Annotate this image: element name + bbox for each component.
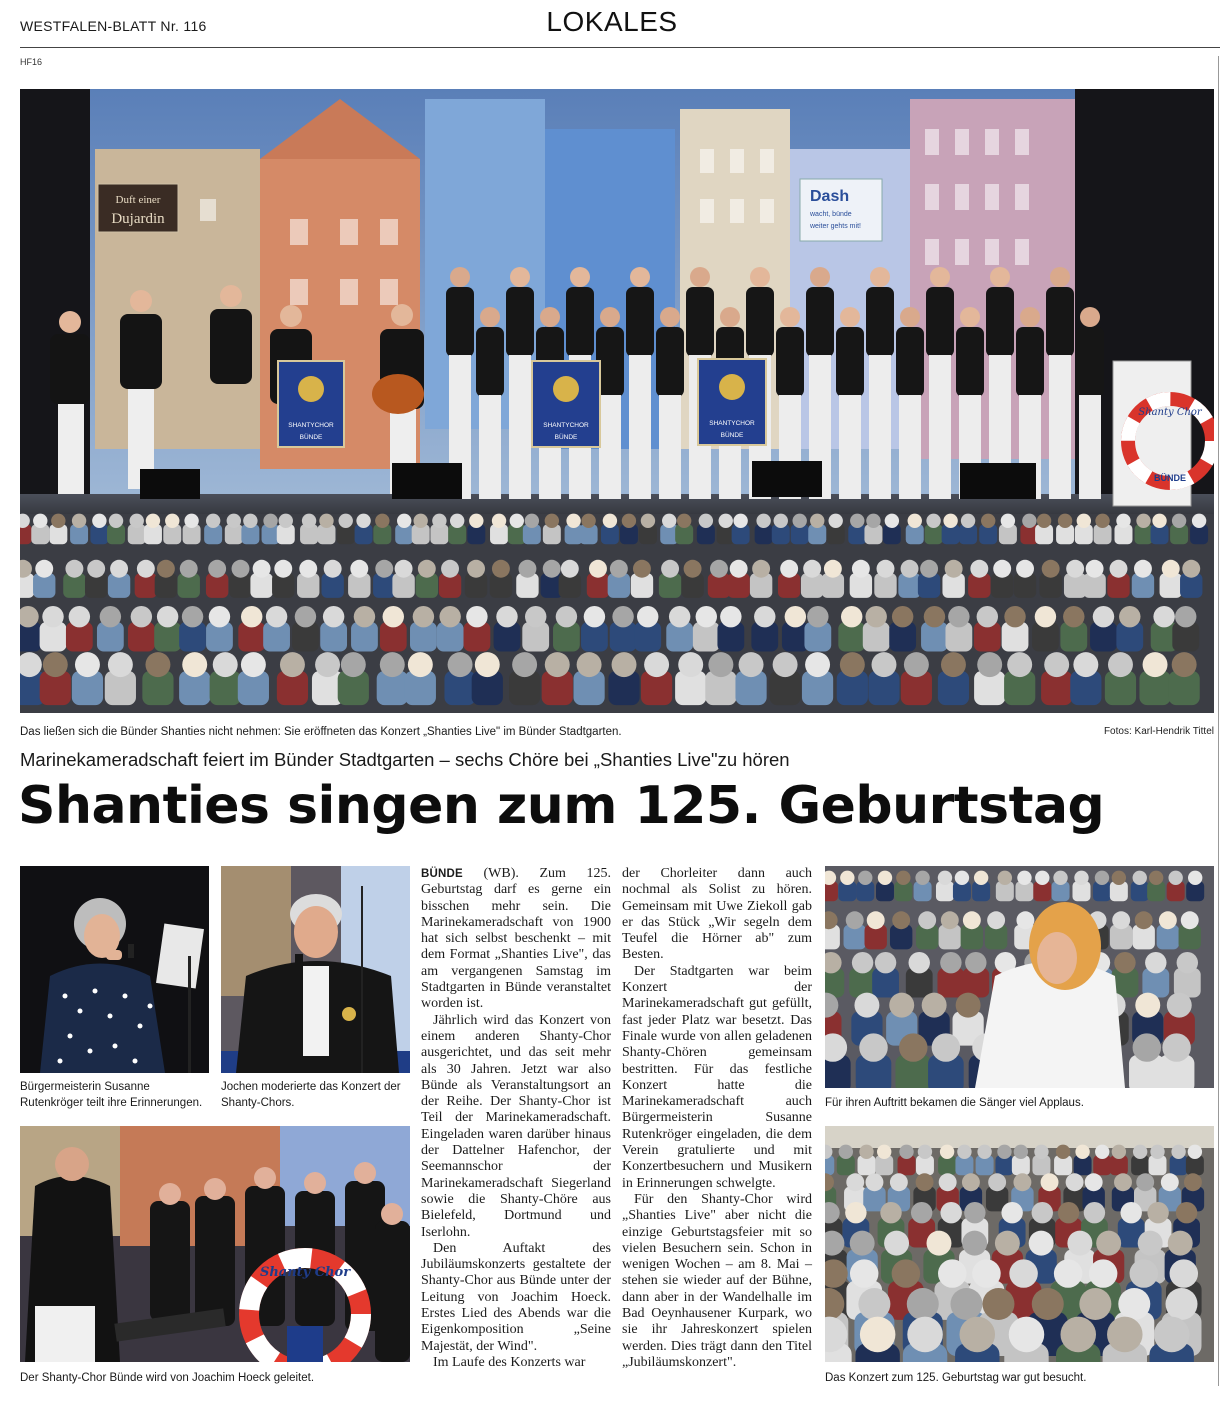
main-photo-caption: Das ließen sich die Bünder Shanties nicht nehmen: Sie eröffneten das Konzert „Shanties Live" im Bünder Stadtgarten. <box>20 726 622 738</box>
article-paragraph: Der Stadtgarten war beim Konzert der Marinekameradschaft gut gefüllt, fast jeder Platz war besetzt. Das Finale wurde von allen geladenen Shanty-Chören gemeinsam bestritten. Für das festliche Konzert hatte die Marinekameradschaft auch Bürgermeisterin Susanne Rutenkröger eingeladen, die dem Verein gratulierte und mit Konzertbesuchern und Musikern in Erinnerungen schwelgte. <box>622 963 812 1191</box>
applause-caption: Für ihren Auftritt bekamen die Sänger viel Applaus. <box>825 1097 1084 1109</box>
conductor-lifebuoy-text: Shanty Chor <box>259 1265 351 1280</box>
dateline: BÜNDE <box>421 868 463 880</box>
audience-caption: Das Konzert zum 125. Geburtstag war gut besucht. <box>825 1372 1087 1384</box>
page-edge-rule <box>1218 56 1219 1386</box>
article-paragraph: Den Auftakt des Jubiläumskonzerts gestaltete der Shanty-Chor aus Bünde unter der Leitung von Joachim Hoeck. Erstes Lied des Abends war die Eigenkomposition „Seine Majestät, der Wind". <box>421 1240 611 1354</box>
dash-sign-title: Dash <box>810 188 850 205</box>
header-rule <box>20 47 1220 48</box>
conductor-caption: Der Shanty-Chor Bünde wird von Joachim Hoeck geleitet. <box>20 1372 315 1384</box>
lectern-lifebuoy-text: Shanty Chor <box>1138 407 1202 418</box>
article-paragraph: Im Laufe des Konzerts war <box>433 1354 586 1370</box>
lectern-lifebuoy-sub: BÜNDE <box>1153 473 1187 483</box>
section-title: LOKALES <box>546 6 678 37</box>
photo-credit: Fotos: Karl-Hendrik Tittel <box>1103 726 1214 737</box>
page-code: HF16 <box>20 57 43 67</box>
jochen-caption: Jochen moderierte das Konzert der Shanty-Chors. <box>221 1081 401 1109</box>
mayor-caption: Bürgermeisterin Susanne Rutenkröger teilt ihre Erinnerungen. <box>20 1081 203 1109</box>
banner-left-text: SHANTYCHOR <box>288 422 334 429</box>
article-paragraph: der Chorleiter dann auch nochmal als Solist zu hören. Gemeinsam mit Uwe Ziekoll gab er das Stück „Wir segeln dem Teufel die Hörner ab" zum Besten. <box>622 866 812 963</box>
dash-sign-line2: weiter gehts mit! <box>810 223 861 230</box>
article-paragraph: Für den Shanty-Chor wird „Shanties Live" aber nicht die einzige Geburtstagsfeier mit so vielen Besuchern sein. Schon in wenigen Wochen – am 8. Mai – stehen sie wieder auf der Bühne, dann aber in der Wandelhalle im Bad Oeynhausener Kurpark, wo sie ihr Jahreskonzert spielen werden. Dies trägt dann den Titel „Jubiläumskonzert". <box>622 1191 812 1370</box>
masthead: WESTFALEN-BLATT Nr. 116 <box>20 18 207 34</box>
banner-right-sub: BÜNDE <box>720 432 744 439</box>
article-headline: Shanties singen zum 125. Geburtstag <box>18 776 1105 836</box>
article-column-2 <box>622 866 812 1371</box>
banner-left-sub: BÜNDE <box>299 434 323 441</box>
main-stage-photo <box>20 89 1214 713</box>
applause-photo <box>825 866 1214 1088</box>
banner-mid-sub: BÜNDE <box>554 434 578 441</box>
jochen-photo <box>221 866 410 1073</box>
article-paragraph: Jährlich wird das Konzert von einem anderen Shanty-Chor ausgerichtet, und das seit mehr als 30 Jahren. Jetzt war also Bünde als Veranstaltungsort an der Reihe. Der Shanty-Chor ist Teil der Marinekameradschaft. Eingeladen waren darüber hinaus der Dattelner Hafenchor, der Seemannschor der Marinekameradschaft Siegerland sowie die Shanty-Chöre aus Bielefeld, Dortmund und Iserlohn. <box>421 1012 611 1240</box>
conductor-photo <box>20 1126 410 1362</box>
dash-sign-line1: wacht, bünde <box>810 211 852 218</box>
mayor-photo <box>20 866 209 1073</box>
banner-right-text: SHANTYCHOR <box>709 420 755 427</box>
audience-photo <box>825 1126 1214 1362</box>
shop-sign-line2: Dujardin <box>111 211 165 227</box>
article-kicker: Marinekameradschaft feiert im Bünder Stadtgarten – sechs Chöre bei „Shanties Live"zu hören <box>20 749 790 770</box>
banner-mid-text: SHANTYCHOR <box>543 422 589 429</box>
article-paragraph: BÜNDE (WB). Zum 125. Geburtstag darf es gerne ein bisschen mehr sein. Die Marinekameradschaft von 1900 hat sich selbst beschenkt – mit dem Format „Shanties Live", das am vergangenen Samstag im Stadtgarten in Bünde veranstaltet worden ist. <box>421 866 611 1012</box>
shop-sign-line1: Duft einer <box>115 194 161 206</box>
article-column-1 <box>421 866 611 1371</box>
